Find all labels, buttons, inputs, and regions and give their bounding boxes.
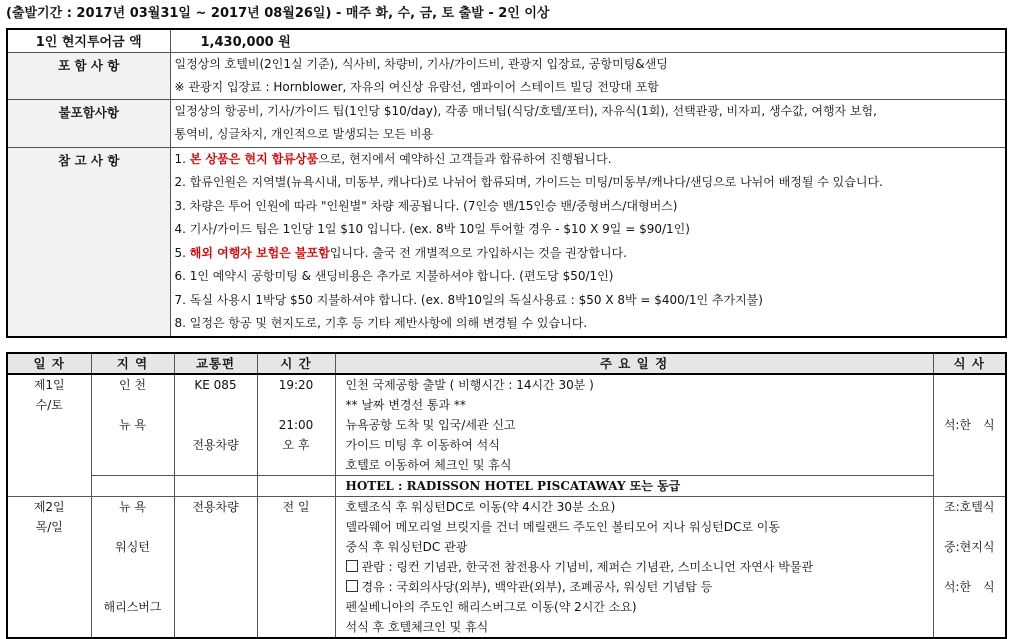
region — [96, 395, 170, 415]
day2-region-cell — [91, 497, 174, 639]
notes-label: 참 고 사 항 — [7, 147, 170, 337]
excluded-label: 불포함사항 — [7, 99, 170, 147]
day1-transport-cell — [174, 374, 257, 476]
time: 21:00 — [278, 418, 314, 432]
region: 뉴 욕 — [119, 418, 146, 432]
day-number: 제1일 — [33, 378, 65, 392]
included-line: ※ 관광지 입장료 : Hornblower, 자유의 여신상 유람선, 엠파이어 스테이트 빌딩 전망대 포함 — [174, 79, 659, 94]
price-row — [7, 29, 1006, 52]
time: 오 후 — [282, 438, 310, 452]
note-text: 입니다. 출국 전 개별적으로 가입하시는 것을 권장합니다. — [329, 245, 627, 260]
transport: 전용차량 — [192, 500, 239, 514]
region: 해리스버그 — [103, 600, 162, 614]
meal: 석:한 식 — [943, 580, 995, 594]
schedule-item: 석식 후 호텔체크인 및 휴식 — [345, 620, 489, 634]
transport — [179, 415, 253, 435]
col-header-date: 일 자 — [7, 353, 91, 374]
transport: KE 085 — [194, 378, 237, 392]
schedule-item: 뉴욕공항 도착 및 입국/세관 신고 — [345, 418, 516, 432]
region: 인 천 — [119, 378, 146, 392]
empty-cell — [174, 476, 257, 497]
note-number: 5. — [174, 245, 190, 260]
region — [96, 435, 170, 455]
region — [96, 577, 170, 597]
note-number: 1. — [174, 151, 190, 166]
excluded-line: 통역비, 싱글차지, 개인적으로 발생되는 모든 비용 — [174, 126, 434, 141]
day1-hotel-row — [7, 476, 1006, 497]
col-header-region: 지 역 — [91, 353, 174, 374]
excluded-content — [170, 99, 1006, 147]
time: 전 일 — [282, 500, 310, 514]
excluded-line: 일정상의 항공비, 기사/가이드 팁(1인당 $10/day), 각종 매너팁(식당/호텔/포터), 자유식(1회), 선택관광, 비자피, 생수값, 여행자 보험, — [174, 103, 877, 118]
included-content — [170, 52, 1006, 99]
region: 워싱턴 — [115, 540, 150, 554]
checkbox-icon — [346, 560, 358, 572]
note-item: 7. 독실 사용시 1박당 $50 지불하셔야 합니다. (ex. 8박10일의 독실사용료 : $50 X 8박 = $400/1인 추가지불) — [174, 292, 763, 307]
transport: 전용차량 — [192, 438, 239, 452]
time — [262, 395, 331, 415]
note-item: 3. 차량은 투어 인원에 따라 "인원별" 차량 제공됩니다. (7인승 밴/15인승 밴/중형버스/대형버스) — [174, 198, 678, 213]
region — [96, 517, 170, 537]
meal: 조:호텔식 — [944, 500, 995, 514]
itinerary-header-row — [7, 353, 1006, 374]
day2-transport-cell — [174, 497, 257, 639]
day2-row — [7, 497, 1006, 639]
meal — [938, 557, 1002, 577]
schedule-item: 인천 국제공항 출발 ( 비행시간 : 14시간 30분 ) — [345, 378, 594, 392]
schedule-item — [346, 557, 929, 577]
note-item: 2. 합류인원은 지역별(뉴욕시내, 미동부, 캐나다)로 나뉘어 합류되며, 가이드는 미팅/미동부/캐나다/샌딩으로 나뉘어 배정될 수 있습니다. — [174, 175, 883, 189]
meal — [938, 395, 1002, 415]
day1-region-cell — [91, 374, 174, 476]
note-item — [175, 242, 1002, 266]
note-highlight: 해외 여행자 보험은 불포함 — [189, 245, 330, 260]
travel-period-header: (출발기간 : 2017년 03월31일 ~ 2017년 08월26일) - 매주 화, 수, 금, 토 출발 - 2인 이상 — [6, 6, 550, 21]
meal — [938, 375, 1002, 395]
schedule-item-text: 경유 : 국회의사당(외부), 백악관(외부), 조폐공사, 워싱턴 기념탑 등 — [361, 580, 713, 594]
col-header-transport: 교통편 — [174, 353, 257, 374]
itinerary-table — [6, 352, 1007, 639]
checkbox-icon — [346, 580, 358, 592]
col-header-time: 시 간 — [257, 353, 335, 374]
note-item: 6. 1인 예약시 공항미팅 & 샌딩비용은 추가로 지불하셔야 합니다. (편도당 $50/1인) — [174, 269, 614, 283]
note-text: 으로, 현지에서 예약하신 고객들과 합류하여 진행됩니다. — [318, 151, 612, 166]
schedule-item: 펜실베니아의 주도인 해리스버그로 이동(약 2시간 소요) — [345, 600, 637, 614]
included-line: 일정상의 호텔비(2인1실 기준), 식사비, 차량비, 기사/가이드비, 관광지 입장료, 공항미팅&샌딩 — [174, 56, 668, 71]
note-highlight: 본 상품은 현지 합류상품 — [189, 151, 319, 166]
day2-date-cell — [7, 497, 91, 639]
day2-schedule-cell — [335, 497, 933, 639]
schedule-item — [346, 577, 929, 597]
schedule-item: 델라웨어 메모리얼 브릿지를 건너 메릴랜드 주도인 볼티모어 지나 워싱턴DC로 이동 — [345, 520, 780, 534]
included-row — [7, 52, 1006, 99]
transport — [179, 455, 253, 475]
included-label: 포 함 사 항 — [7, 52, 170, 99]
price-label: 1인 현지투어금 액 — [7, 29, 170, 52]
tour-info-table — [6, 28, 1007, 338]
schedule-item: 호텔로 이동하여 체크인 및 휴식 — [345, 458, 512, 472]
day-weekday: 목/일 — [35, 520, 63, 534]
meal: 석:한 식 — [943, 418, 995, 432]
transport — [179, 395, 253, 415]
time: 19:20 — [278, 378, 314, 392]
note-item — [175, 148, 1002, 172]
day1-row — [7, 374, 1006, 476]
region — [96, 455, 170, 475]
day1-date-cell — [7, 374, 91, 497]
schedule-item: 가이드 미팅 후 이동하여 석식 — [345, 438, 500, 452]
notes-row — [7, 147, 1006, 337]
day2-time-cell — [257, 497, 335, 639]
region: 뉴 욕 — [119, 500, 146, 514]
hotel-info: HOTEL : RADISSON HOTEL PISCATAWAY 또는 동급 — [335, 476, 933, 497]
region — [96, 617, 170, 637]
day-number: 제2일 — [33, 500, 65, 514]
schedule-item: ** 날짜 변경선 통과 ** — [345, 398, 466, 412]
meal: 중:현지식 — [944, 540, 995, 554]
time — [262, 455, 331, 475]
schedule-item-text: 관람 : 링컨 기념관, 한국전 참전용사 기념비, 제퍼슨 기념관, 스미소니언 자연사 박물관 — [361, 560, 814, 574]
meal — [938, 517, 1002, 537]
col-header-meal: 식 사 — [933, 353, 1006, 374]
price-value: 1,430,000 원 — [170, 29, 1006, 52]
excluded-row — [7, 99, 1006, 147]
note-item: 8. 일정은 항공 및 현지도로, 기후 등 기타 제반사항에 의해 변경될 수 있습니다. — [174, 316, 588, 330]
empty-cell — [257, 476, 335, 497]
schedule-item: 중식 후 워싱턴DC 관광 — [345, 540, 468, 554]
note-item: 4. 기사/가이드 팁은 1인당 1일 $10 입니다. (ex. 8박 10일 투어할 경우 - $10 X 9일 = $90/1인) — [174, 222, 690, 236]
day2-meal-cell — [933, 497, 1006, 639]
day1-schedule-cell — [335, 374, 933, 476]
notes-content — [170, 147, 1006, 337]
day-weekday: 수/토 — [35, 398, 63, 412]
schedule-item: 호텔조식 후 워싱턴DC로 이동(약 4시간 30분 소요) — [345, 500, 616, 514]
region — [96, 557, 170, 577]
col-header-schedule: 주 요 일 정 — [335, 353, 933, 374]
day1-meal-cell — [933, 374, 1006, 497]
day1-time-cell — [257, 374, 335, 476]
empty-cell — [91, 476, 174, 497]
